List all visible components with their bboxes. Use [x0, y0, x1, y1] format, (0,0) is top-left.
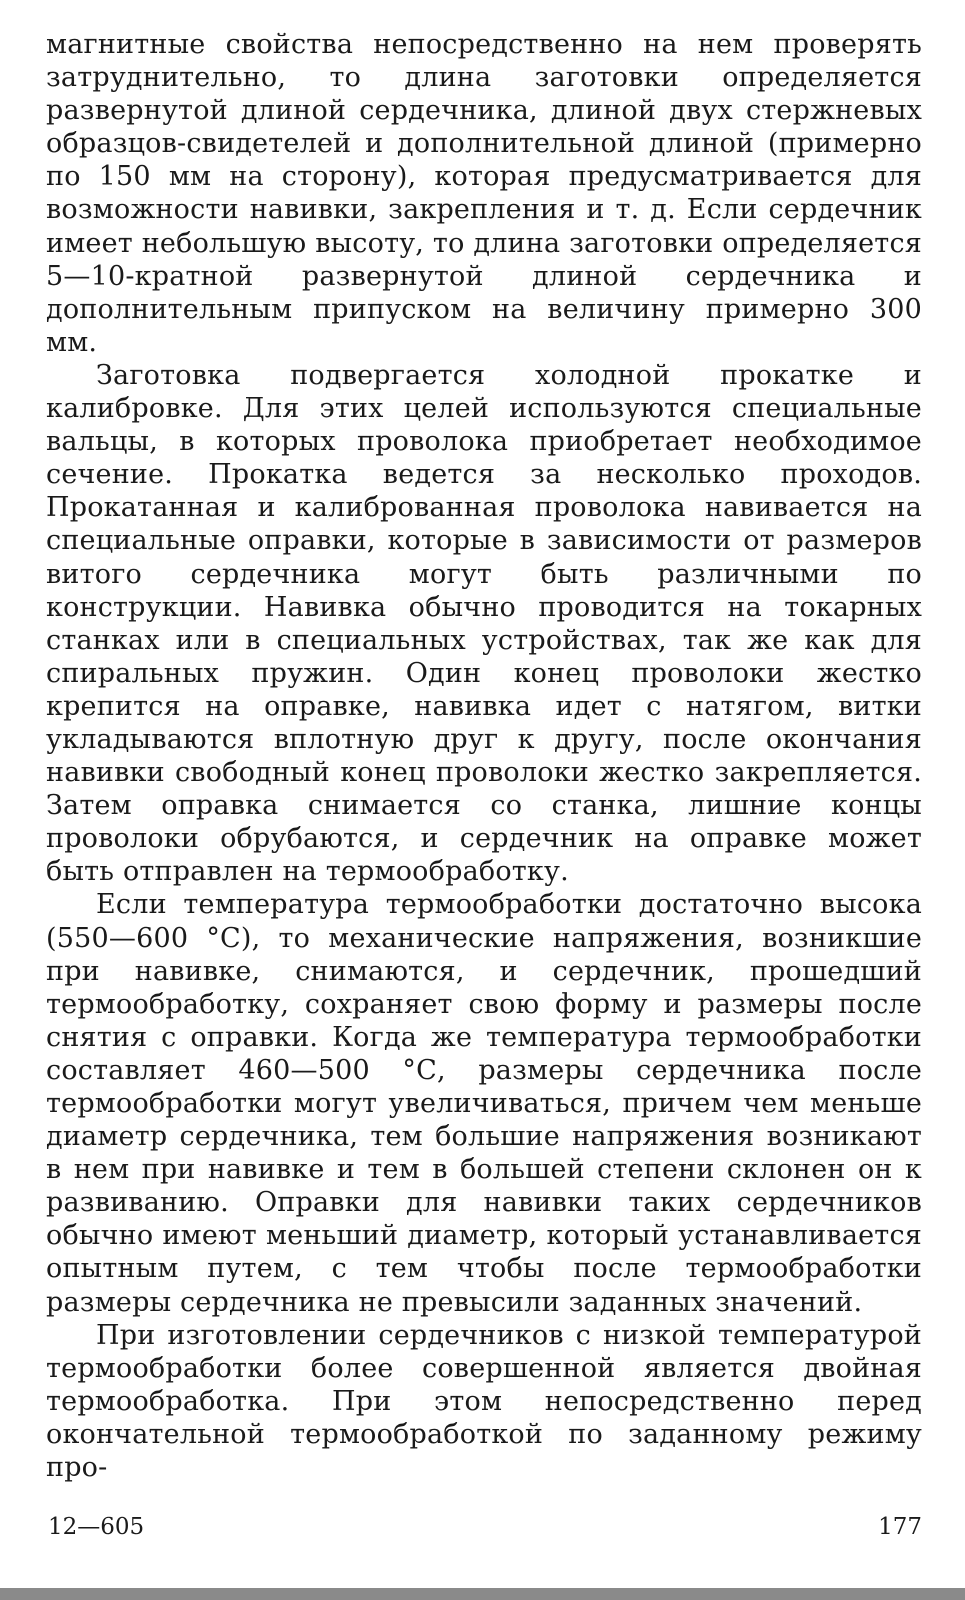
printer-signature: 12—605	[48, 1514, 145, 1540]
paragraph-4: При изготовлении сердечников с низкой температурой термообработки более совершенной является двойная термообработка. При этом непосредственно перед окончательной термообработкой по заданному режиму про-	[46, 1319, 922, 1484]
page-footer	[0, 1514, 965, 1548]
paragraph-1: магнитные свойства непосредственно на нем проверять затруднительно, то длина заготовки определяется развернутой длиной сердечника, длиной двух стержневых образцов-свидетелей и дополнительной длиной (примерно по 150 мм на сторону), которая предусматривается для возможности навивки, закрепления и т. д. Если сердечник имеет небольшую высоту, то длина заготовки определяется 5—10-кратной развернутой длиной сердечника и дополнительным припуском на величину примерно 300 мм.	[46, 29, 922, 358]
paragraph-3: Если температура термообработки достаточно высока (550—600 °С), то механические напряжения, возникшие при навивке, снимаются, и сердечник, прошедший термообработку, сохраняет свою форму и размеры после снятия с оправки. Когда же температура термообработки составляет 460—500 °С, размеры сердечника после термообработки могут увеличиваться, причем чем меньше диаметр сердечника, тем большие напряжения возникают в нем при навивке и тем в большей степени склонен он к развиванию. Оправки для навивки таких сердечников обычно имеют меньший диаметр, который устанавливается опытным путем, с тем чтобы после термообработки размеры сердечника не превысили заданных значений.	[46, 889, 922, 1318]
body-text	[46, 28, 922, 1484]
scan-edge	[0, 1588, 965, 1600]
page-number: 177	[878, 1514, 922, 1540]
paragraph-2: Заготовка подвергается холодной прокатке и калибровке. Для этих целей используются специальные вальцы, в которых проволока приобретает необходимое сечение. Прокатка ведется за несколько проходов. Прокатанная и калиброванная проволока навивается на специальные оправки, которые в зависимости от размеров витого сердечника могут быть различными по конструкции. Навивка обычно проводится на токарных станках или в специальных устройствах, так же как для спиральных пружин. Один конец проволоки жестко крепится на оправке, навивка идет с натягом, витки укладываются вплотную друг к другу, после окончания навивки свободный конец проволоки жестко закрепляется. Затем оправка снимается со станка, лишние концы проволоки обрубаются, и сердечник на оправке может быть отправлен на термообработку.	[46, 359, 922, 888]
